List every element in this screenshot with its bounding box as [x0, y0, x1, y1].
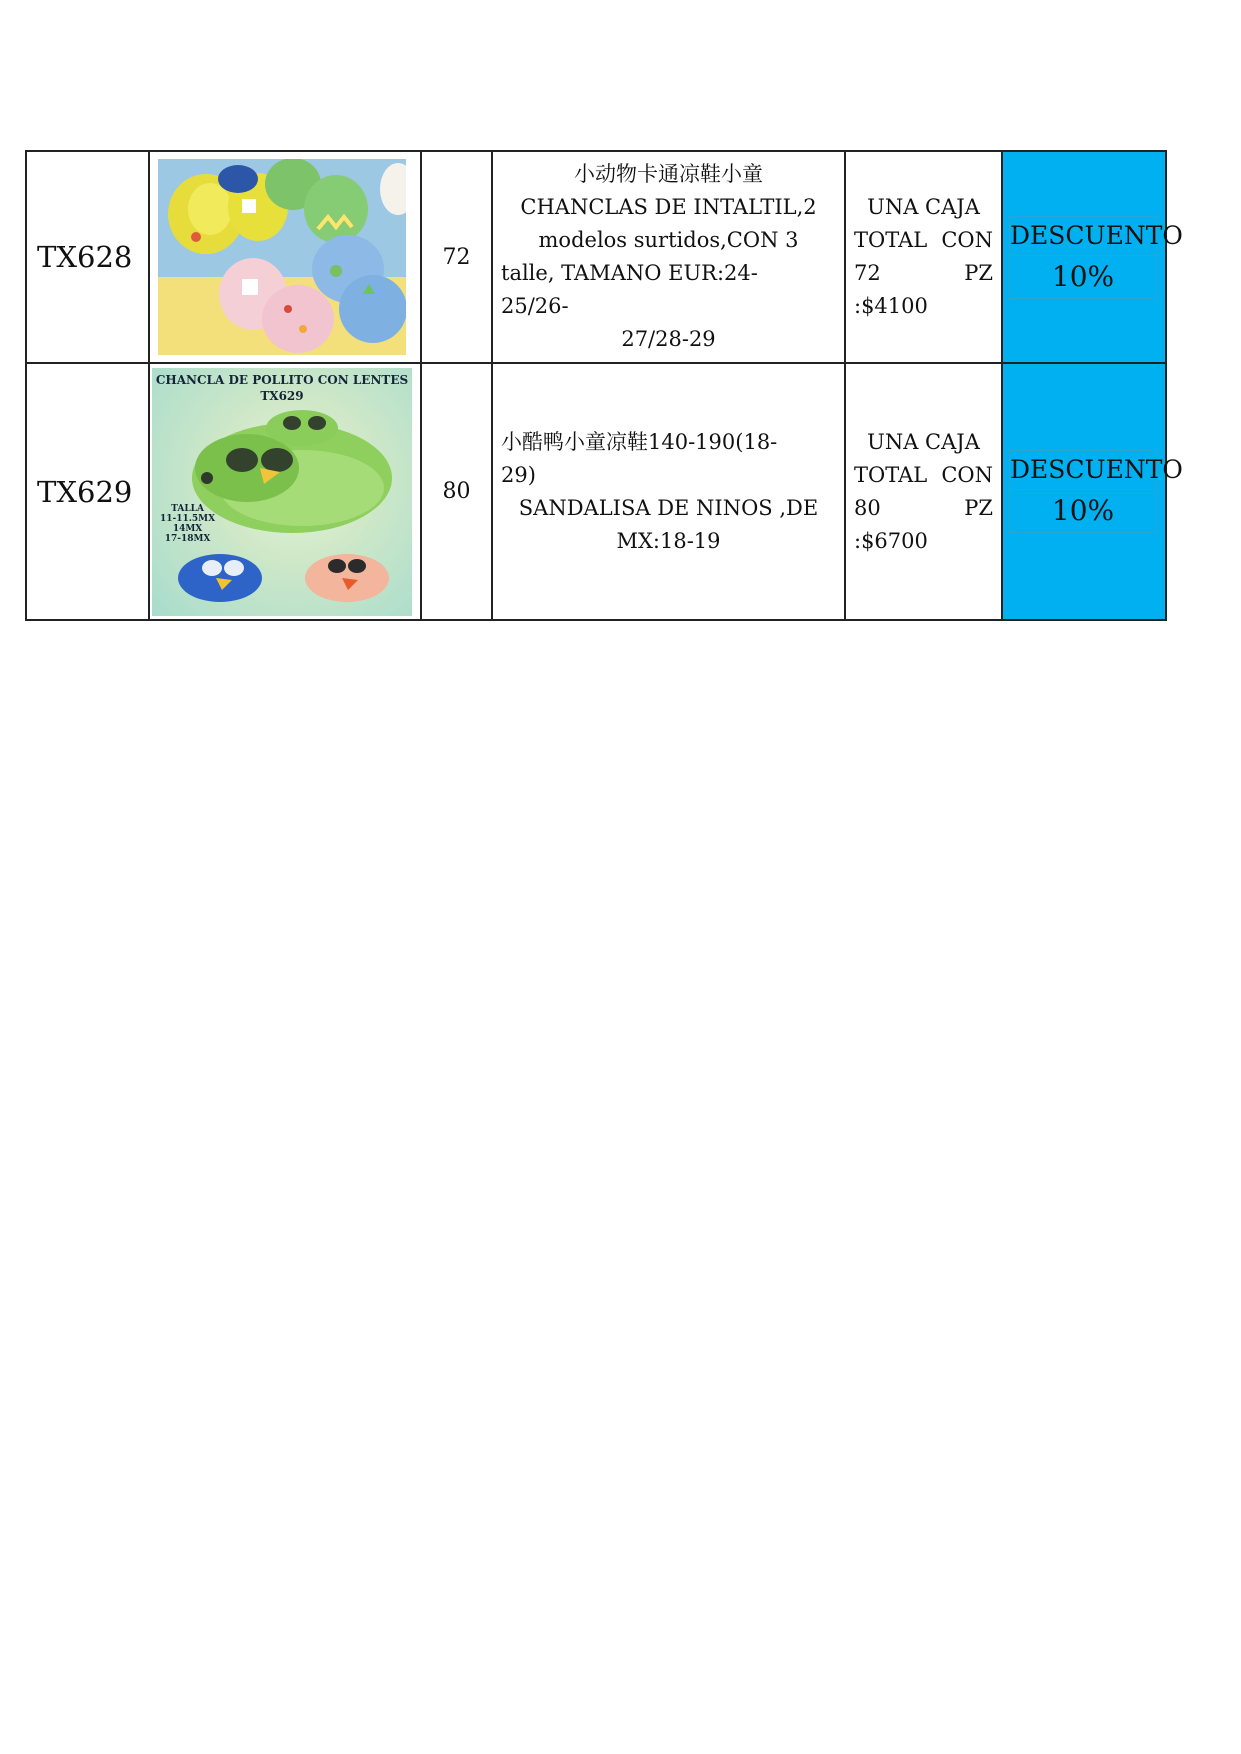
price-pz-label: PZ [964, 261, 993, 285]
discount-percent: 10% [1051, 259, 1115, 293]
description-line: 25/26- [501, 294, 569, 318]
description-chinese: 小动物卡通凉鞋小童 [574, 162, 763, 186]
price-pieces: 80 [854, 495, 881, 520]
price-con-label: CON [941, 228, 993, 252]
price-unit: UNA CAJA [867, 195, 980, 219]
size-value: 14MX [172, 523, 203, 534]
size-value: 17-18MX [164, 533, 211, 544]
price-amount: :$6700 [854, 528, 928, 553]
image-title: CHANCLA DE POLLITO CON LENTES [155, 372, 409, 387]
description-line: modelos surtidos,CON 3 [538, 228, 799, 252]
table-row [26, 151, 1166, 363]
product-code: TX628 [26, 151, 149, 363]
product-code: TX629 [26, 363, 149, 620]
quantity: 80 [421, 363, 492, 620]
price-amount: :$4100 [854, 294, 928, 318]
quantity: 72 [421, 151, 492, 363]
description-line: SANDALISA DE NINOS ,DE [518, 495, 819, 520]
description-chinese: 29) [501, 462, 536, 487]
price-total-label: TOTAL [854, 462, 928, 487]
discount-percent: 10% [1051, 494, 1115, 527]
discount-cell [1002, 151, 1183, 363]
discount-label: DESCUENTO [1010, 451, 1156, 490]
price-unit: UNA CAJA [867, 429, 980, 454]
duck-sandal-photo [152, 368, 412, 616]
price-info [845, 151, 1002, 363]
description [492, 363, 845, 620]
image-code: TX629 [260, 388, 304, 403]
description-line: MX:18-19 [616, 528, 721, 553]
size-label: TALLA [171, 503, 204, 514]
description-chinese: 小酷鸭小童凉鞋140-190(18- [501, 429, 778, 454]
price-info [845, 363, 1002, 620]
product-image-cell [149, 151, 421, 363]
description [492, 151, 845, 363]
table-row [26, 363, 1166, 620]
kids-animal-clogs-photo [158, 159, 406, 355]
discount-label: DESCUENTO [1010, 217, 1156, 256]
price-con-label: CON [941, 462, 993, 487]
image-size-list [160, 504, 215, 544]
discount-cell [1002, 363, 1183, 620]
product-table [25, 150, 1183, 621]
description-line: 27/28-29 [621, 327, 716, 351]
discount-badge [1009, 216, 1183, 299]
price-pz-label: PZ [964, 495, 993, 520]
description-line: CHANCLAS DE INTALTIL,2 [520, 195, 817, 219]
size-value: 11-11.5MX [160, 513, 216, 524]
discount-badge [1009, 450, 1183, 533]
description-line: talle, TAMANO EUR:24- [501, 261, 758, 285]
product-image-cell [149, 363, 421, 620]
price-pieces: 72 [854, 261, 881, 285]
price-total-label: TOTAL [854, 228, 928, 252]
